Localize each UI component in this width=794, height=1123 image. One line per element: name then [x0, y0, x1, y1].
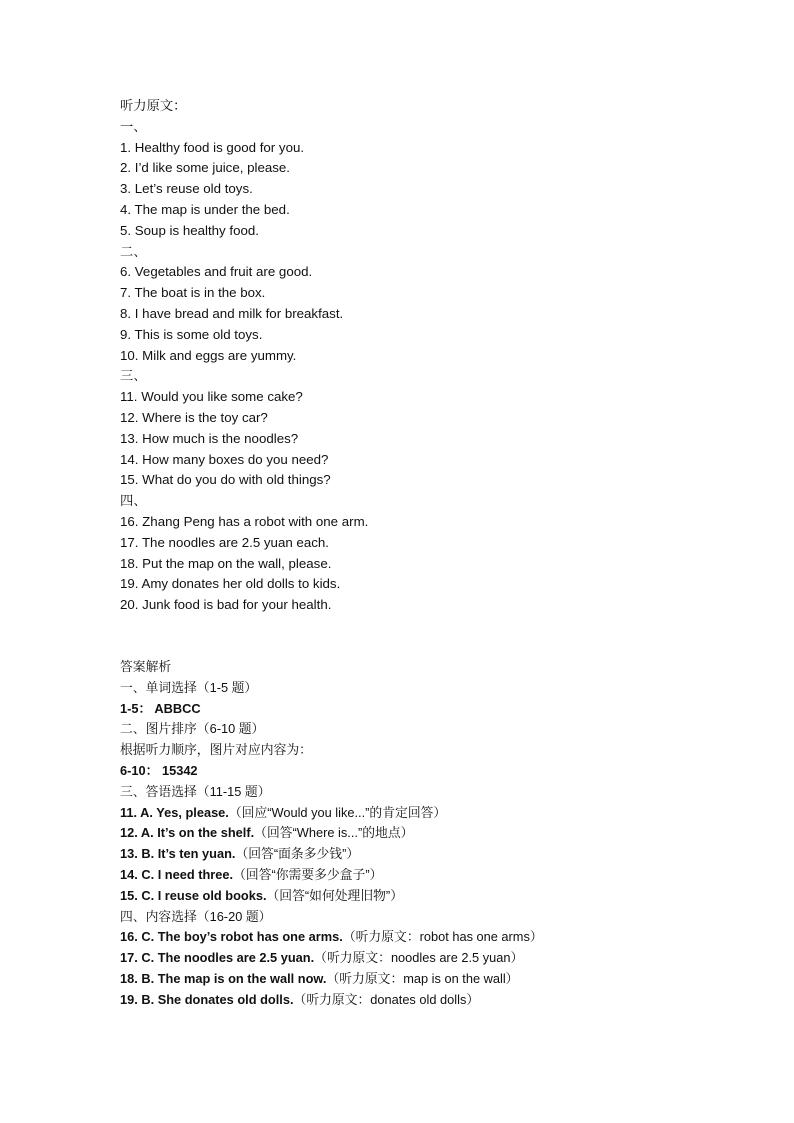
answer-text: 13. B. It’s ten yuan.	[120, 846, 236, 862]
section-heading: 二、	[120, 243, 147, 259]
answer-explanation: （听力原文：map is on the wall）	[326, 970, 519, 986]
section-heading: 四、内容选择（16-20 题）	[120, 908, 272, 924]
section-heading: 三、答语选择（11-15 题）	[120, 783, 271, 799]
answer-text: 11. A. Yes, please.	[120, 804, 229, 820]
transcript-line: 19. Amy donates her old dolls to kids.	[120, 576, 341, 592]
section-heading: 一、	[120, 118, 147, 134]
section-heading: 一、单词选择（1-5 题）	[120, 679, 258, 695]
answer-line: 6-10： 15342	[120, 762, 198, 778]
section-heading: 三、	[120, 368, 147, 384]
answer-text: 18. B. The map is on the wall now.	[120, 970, 327, 986]
answer-text: 12. A. It’s on the shelf.	[120, 825, 255, 841]
answer-row	[120, 990, 543, 1011]
transcript-line: 12. Where is the toy car?	[120, 409, 268, 425]
answer-line: 1-5： ABBCC	[120, 700, 201, 716]
answer-explanation: （回答“面条多少钱”）	[235, 846, 360, 862]
transcript-line: 2. I’d like some juice, please.	[120, 160, 290, 176]
section-note: 根据听力顺序，图片对应内容为：	[120, 742, 312, 758]
answer-text: 19. B. She donates old dolls.	[120, 991, 294, 1007]
transcript-line: 3. Let’s reuse old toys.	[120, 181, 253, 197]
answer-explanation: （回应“Would you like...”的肯定回答）	[228, 804, 447, 820]
answer-explanation: （回答“如何处理旧物”）	[266, 887, 403, 903]
transcript-line: 15. What do you do with old things?	[120, 472, 331, 488]
transcript-line: 20. Junk food is bad for your health.	[120, 597, 332, 613]
section-heading: 四、	[120, 493, 147, 509]
transcript-line: 8. I have bread and milk for breakfast.	[120, 305, 344, 321]
transcript-line: 7. The boat is in the box.	[120, 285, 266, 301]
transcript-title: 听力原文：	[120, 98, 187, 113]
transcript-line: 17. The noodles are 2.5 yuan each.	[120, 534, 329, 550]
answer-row	[120, 886, 543, 907]
answer-row	[120, 927, 543, 948]
answer-analysis	[120, 657, 543, 1011]
transcript-line: 13. How much is the noodles?	[120, 430, 299, 446]
answer-row	[120, 844, 543, 865]
transcript-line: 1. Healthy food is good for you.	[120, 139, 305, 155]
section-heading: 二、图片排序（6-10 题）	[120, 721, 265, 737]
answer-explanation: （听力原文：noodles are 2.5 yuan）	[314, 950, 524, 966]
answers-title: 答案解析	[120, 659, 172, 674]
answer-row	[120, 803, 543, 824]
transcript-line: 16. Zhang Peng has a robot with one arm.	[120, 513, 369, 529]
transcript-line: 4. The map is under the bed.	[120, 201, 290, 217]
answer-row	[120, 948, 543, 969]
answer-row	[120, 823, 543, 844]
answer-row	[120, 969, 543, 990]
transcript-line: 14. How many boxes do you need?	[120, 451, 329, 467]
answer-row	[120, 865, 543, 886]
answer-text: 16. C. The boy’s robot has one arms.	[120, 929, 343, 945]
answer-text: 17. C. The noodles are 2.5 yuan.	[120, 950, 315, 966]
transcript-line: 18. Put the map on the wall, please.	[120, 555, 332, 571]
listening-transcript	[120, 96, 368, 616]
answer-text: 14. C. I need three.	[120, 866, 234, 882]
transcript-line: 5. Soup is healthy food.	[120, 222, 259, 238]
transcript-line: 11. Would you like some cake?	[120, 389, 303, 405]
transcript-line: 9. This is some old toys.	[120, 326, 263, 342]
answer-explanation: （回答“Where is...”的地点）	[254, 825, 414, 841]
answer-explanation: （听力原文：robot has one arms）	[342, 929, 543, 945]
transcript-line: 10. Milk and eggs are yummy.	[120, 347, 297, 363]
transcript-line: 6. Vegetables and fruit are good.	[120, 264, 313, 280]
answer-text: 15. C. I reuse old books.	[120, 887, 267, 903]
answer-explanation: （听力原文：donates old dolls）	[293, 991, 480, 1007]
answer-explanation: （回答“你需要多少盒子”）	[233, 866, 383, 882]
